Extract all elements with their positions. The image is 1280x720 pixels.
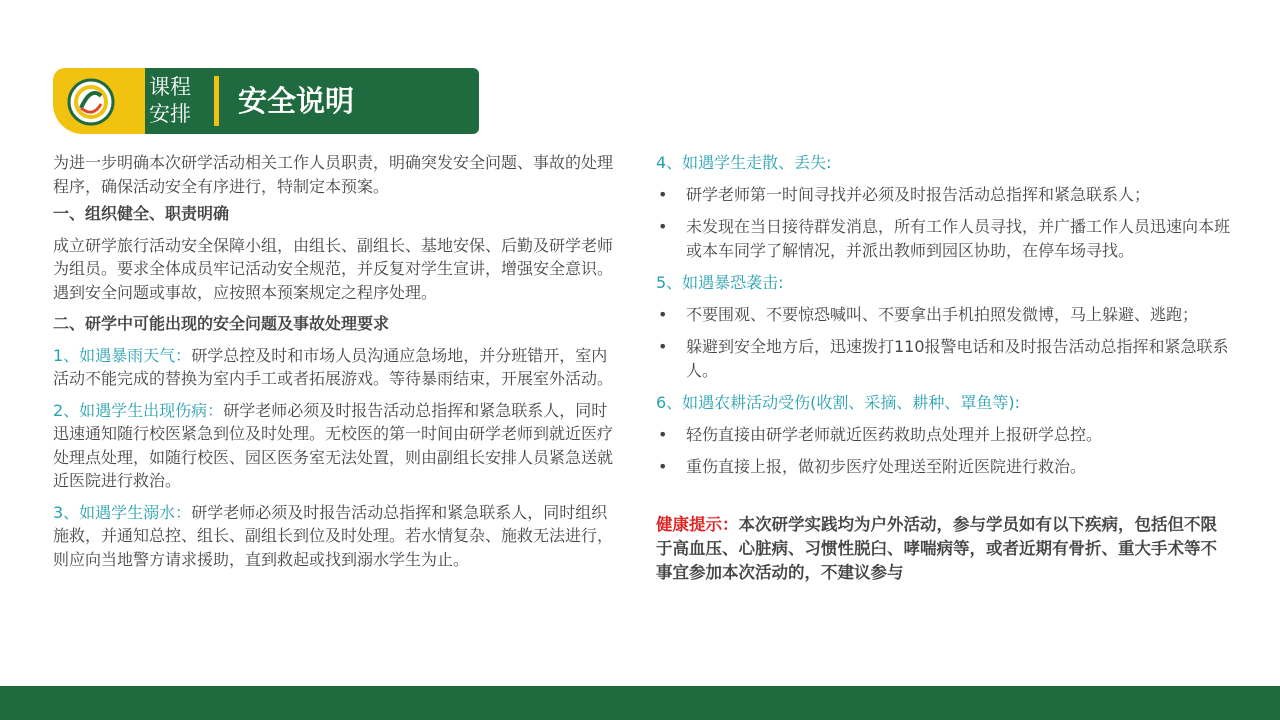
bullet-text: 重伤直接上报，做初步医疗处理送至附近医院进行救治。: [686, 457, 1087, 476]
list-item: [656, 335, 1231, 382]
section1-title: 一、组织健全、职责明确: [53, 204, 230, 223]
bullet-icon: •: [658, 337, 668, 356]
logo-box: [53, 68, 145, 134]
bullet-text: 未发现在当日接待群发消息，所有工作人员寻找，并广播工作人员迅速向本班或本车同学了解情况，并派出教师到园区协助，在停车场寻找。: [686, 217, 1231, 260]
bullet-icon: •: [658, 184, 668, 204]
item1-paragraph: [53, 344, 623, 391]
footer-bar: [0, 686, 1280, 720]
item6-title: 6、如遇农耕活动受伤(收割、采摘、耕种、罩鱼等):: [656, 393, 1021, 412]
header-subtitle: [149, 74, 209, 128]
list-item: [656, 455, 1231, 479]
item2-paragraph: [53, 399, 623, 493]
intro-paragraph: 为进一步明确本次研学活动相关工作人员职责，明确突发安全问题、事故的处理程序，确保活动安全有序进行，特制定本预案。: [53, 153, 614, 196]
section1-body: 成立研学旅行活动安全保障小组，由组长、副组长、基地安保、后勤及研学老师为组员。要求全体成员牢记活动安全规范，并反复对学生宣讲，增强安全意识。遇到安全问题或事故，应按照本预案规定之程序处理。: [53, 235, 614, 302]
bullet-icon: •: [658, 457, 668, 476]
left-column: [53, 151, 623, 571]
list-item: [656, 423, 1231, 447]
item4-title: 4、如遇学生走散、丢失:: [656, 153, 832, 172]
item1-label: 1、如遇暴雨天气：: [53, 345, 192, 365]
bullet-icon: •: [658, 424, 668, 444]
header-subtitle-line2: 安排: [149, 102, 191, 126]
list-item: [656, 215, 1231, 262]
header-subtitle-line1: 课程: [149, 75, 191, 99]
item3-body: 研学老师必须及时报告活动总指挥和紧急联系人，同时组织施救，并通知总控、组长、副组长到位及时处理。若水情复杂、施救无法进行，则应向当地警方请求援助，直到救起或找到溺水学生为止。: [53, 502, 614, 569]
health-notice: [656, 513, 1231, 585]
health-body: 本次研学实践均为户外活动，参与学员如有以下疾病，包括但不限于高血压、心脏病、习惯性脱臼、哮喘病等，或者近期有骨折、重大手术等不事宜参加本次活动的，不建议参与: [656, 514, 1217, 582]
list-item: [656, 183, 1231, 207]
list-item: [656, 303, 1231, 327]
item1-body: 研学总控及时和市场人员沟通应急场地，并分班错开，室内活动不能完成的替换为室内手工或者拓展游戏。等待暴雨结束，开展室外活动。: [53, 345, 614, 388]
bullet-text: 轻伤直接由研学老师就近医药救助点处理并上报研学总控。: [686, 424, 1103, 444]
bullet-icon: •: [658, 304, 668, 324]
right-column: [656, 151, 1231, 585]
health-label: 健康提示：: [656, 514, 739, 534]
item5-title: 5、如遇暴恐袭击:: [656, 273, 784, 292]
page-header: [53, 68, 479, 134]
page-title: 安全说明: [238, 84, 355, 118]
bullet-text: 不要围观、不要惊恐喊叫、不要拿出手机拍照发微博，马上躲避、逃跑；: [686, 304, 1199, 324]
item3-label: 3、如遇学生溺水：: [53, 502, 192, 522]
item3-paragraph: [53, 501, 623, 572]
header-separator: [214, 76, 219, 126]
bullet-icon: •: [658, 217, 668, 236]
school-emblem-icon: [67, 78, 115, 126]
section2-title: 二、研学中可能出现的安全问题及事故处理要求: [53, 314, 390, 333]
item2-label: 2、如遇学生出现伤病：: [53, 400, 224, 420]
item2-body: 研学老师必须及时报告活动总指挥和紧急联系人，同时迅速通知随行校医紧急到位及时处理。无校医的第一时间由研学老师到就近医疗处理点处理，如随行校医、园区医务室无法处置，则由副组长安排人员紧急送就近医院进行救治。: [53, 400, 614, 490]
bullet-text: 躲避到安全地方后，迅速拨打110报警电话和及时报告活动总指挥和紧急联系人。: [686, 337, 1229, 380]
bullet-text: 研学老师第一时间寻找并必须及时报告活动总指挥和紧急联系人；: [686, 184, 1151, 204]
